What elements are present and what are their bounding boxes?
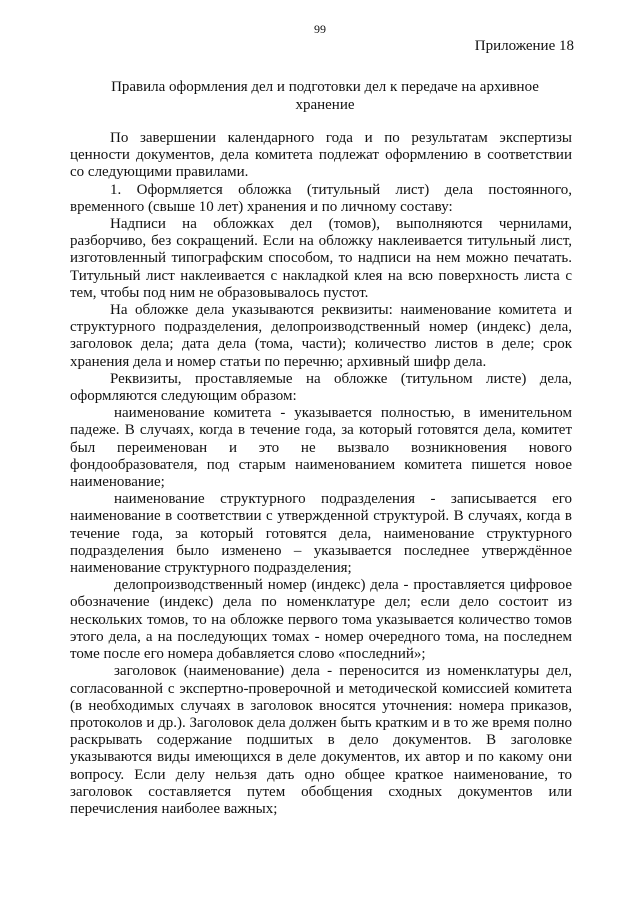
paragraph-subdivision-name: наименование структурного подразделения - записывается его наименование в соответствии с утвержденной структурой. В случаях, когда в течение года, за который готовятся дела, наименование структурного подразделения было изменено – указывается последнее утверждённое наименование структурного подразделения; <box>70 491 572 577</box>
appendix-label: Приложение 18 <box>474 38 574 54</box>
paragraph-requisites-format: Реквизиты, проставляемые на обложке (титульном листе) дела, оформляются следующим образом: <box>70 370 572 405</box>
paragraph-cover-inscriptions: Надписи на обложках дел (томов), выполняются чернилами, разборчиво, без сокращений. Если на обложку наклеивается титульный лист, изготовленный типографским способом, то надписи на нем можно печатать. Титульный лист наклеивается с накладкой клея на всю поверхность листа с тем, чтобы под ним не образовывалось пустот. <box>70 216 572 301</box>
document-body <box>70 130 572 818</box>
paragraph-intro: По завершении календарного года и по результатам экспертизы ценности документов, дела комитета подлежат оформлению в соответствии со следующими правилами. <box>70 130 572 181</box>
paragraph-case-index: делопроизводственный номер (индекс) дела - проставляется цифровое обозначение (индекс) дела по номенклатуре дел; если дело состоит из нескольких томов, то на обложке первого тома указывается количество томов этого дела, а на последующих томах - номер очередного тома, на последнем томе после его номера добавляется слово «последний»; <box>70 577 572 663</box>
paragraph-cover-requisites: На обложке дела указываются реквизиты: наименование комитета и структурного подразделения, делопроизводственный номер (индекс) дела, заголовок дела; дата дела (тома, части); количество листов в деле; срок хранения дела и номер статьи по перечню; архивный шифр дела. <box>70 302 572 370</box>
page-number: 99 <box>314 22 326 36</box>
paragraph-case-title: заголовок (наименование) дела - переносится из номенклатуры дел, согласованной с экспертно-проверочной и методической комиссией комитета (в необходимых случаях в заголовок вносятся уточнения: номера приказов, протоколов и др.). Заголовок дела должен быть кратким и в то же время полно раскрывать содержание подшитых в дело документов. В заголовке указываются виды имеющихся в деле документов, их автор и по какому они вопросу. Если делу нельзя дать одно общее краткое наименование, то заголовок составляется путем обобщения сходных документов или перечисления наиболее важных; <box>70 663 572 817</box>
paragraph-item-1: 1. Оформляется обложка (титульный лист) дела постоянного, временного (свыше 10 лет) хранения и по личному составу: <box>70 181 572 215</box>
document-title: Правила оформления дел и подготовки дел к передаче на архивное хранение <box>111 79 539 113</box>
paragraph-committee-name: наименование комитета - указывается полностью, в именительном падеже. В случаях, когда в течение года, за который готовятся дела, комитет был переименован и это не вызвало возникновения нового фондообразователя, под старым наименованием комитета пишется новое наименование; <box>70 405 572 491</box>
